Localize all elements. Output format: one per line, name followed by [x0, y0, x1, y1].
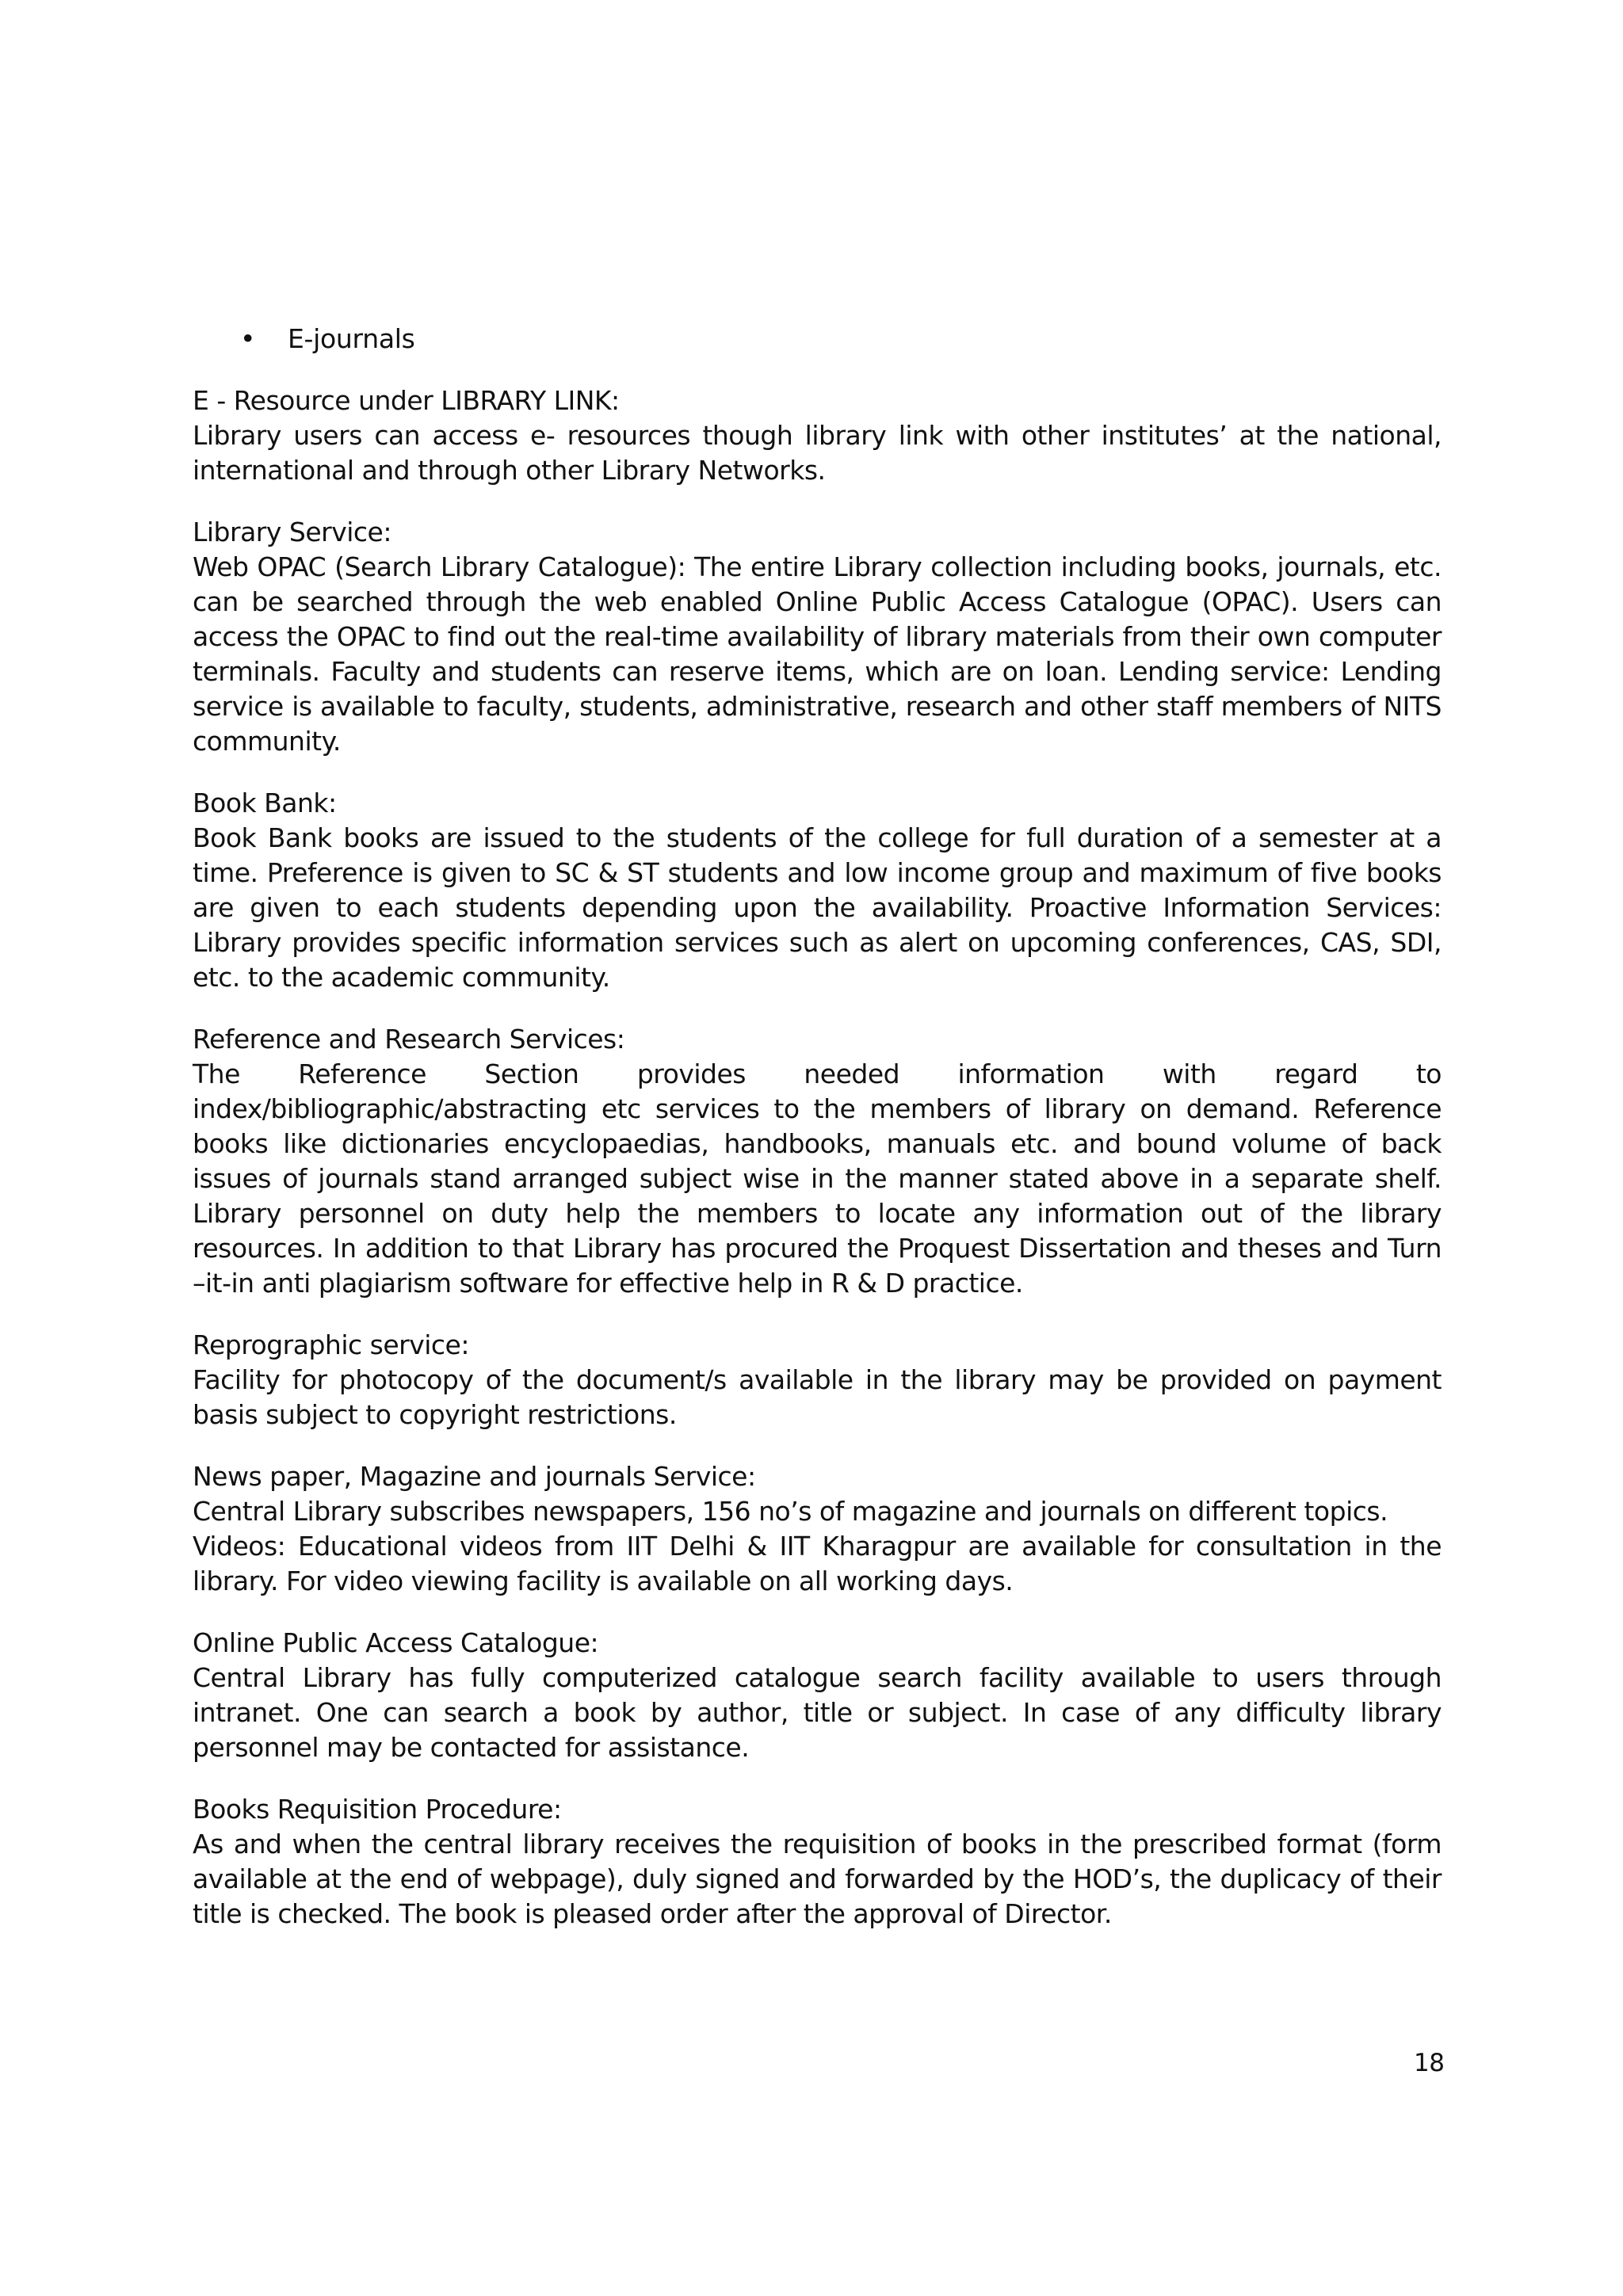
- page-number: 18: [1414, 2049, 1445, 2077]
- section-paragraph: Library users can access e- resources though library link with other institutes’ at the national, international and through other Library Networks.: [193, 420, 1442, 486]
- section-e-resource: [193, 383, 1442, 488]
- section-paragraph: Web OPAC (Search Library Catalogue): The entire Library collection including books, journals, etc. can be searched through the web enabled Online Public Access Catalogue (OPAC). Users can access the OPAC to find out the real-time availability of library materials from their own computer terminals. Faculty and students can reserve items, which are on loan. Lending service: Lending service is available to faculty, students, administrative, research and other staff members of NITS community.: [193, 551, 1442, 757]
- section-book-bank: [193, 786, 1442, 995]
- section-paragraph: The Reference Section provides needed information with regard to index/bibliographic/abstracting etc services to the members of library on demand. Reference books like dictionaries encyclopaedias, handbooks, manuals etc. and bound volume of back issues of journals stand arranged subject wise in the manner stated above in a separate shelf. Library personnel on duty help the members to locate any information out of the library resources. In addition to that Library has procured the Proquest Dissertation and theses and Turn –it-in anti plagiarism software for effective help in R & D practice.: [193, 1058, 1442, 1299]
- bullet-list: [193, 322, 1442, 357]
- section-paragraph: Central Library has fully computerized catalogue search facility available to users through intranet. One can search a book by author, title or subject. In case of any difficulty library personnel may be contacted for assistance.: [193, 1662, 1442, 1763]
- section-paragraph: Book Bank books are issued to the students of the college for full duration of a semester at a time. Preference is given to SC & ST students and low income group and maximum of five books are given to each students depending upon the availability. Proactive Information Services: Library provides specific information services such as alert on upcoming conferences, CAS, SDI, etc. to the academic community.: [193, 822, 1442, 993]
- section-library-service: [193, 515, 1442, 759]
- bullet-icon: •: [240, 323, 256, 354]
- section-opac: [193, 1626, 1442, 1765]
- section-paragraph: Facility for photocopy of the document/s available in the library may be provided on payment basis subject to copyright restrictions.: [193, 1364, 1442, 1430]
- list-item-text: E-journals: [288, 323, 415, 354]
- section-heading: Reprographic service:: [193, 1329, 469, 1360]
- section-reprographic: [193, 1328, 1442, 1432]
- section-heading: Book Bank:: [193, 788, 337, 818]
- section-heading: Online Public Access Catalogue:: [193, 1627, 599, 1658]
- section-books-requisition: [193, 1792, 1442, 1932]
- section-reference-research: [193, 1022, 1442, 1301]
- section-heading: Reference and Research Services:: [193, 1024, 625, 1055]
- document-body: [193, 322, 1442, 1932]
- section-paragraph: Videos: Educational videos from IIT Delhi & IIT Kharagpur are available for consultation in the library. For video viewing facility is available on all working days.: [193, 1531, 1442, 1596]
- section-heading: News paper, Magazine and journals Service:: [193, 1461, 756, 1492]
- list-item: [193, 322, 1442, 357]
- section-heading: Books Requisition Procedure:: [193, 1794, 562, 1825]
- section-heading: Library Service:: [193, 517, 391, 547]
- section-paragraph: Central Library subscribes newspapers, 156 no’s of magazine and journals on different topics.: [193, 1496, 1388, 1527]
- section-paragraph: As and when the central library receives the requisition of books in the prescribed format (form available at the end of webpage), duly signed and forwarded by the HOD’s, the duplicacy of their title is checked. The book is pleased order after the approval of Director.: [193, 1829, 1442, 1929]
- section-heading: E - Resource under LIBRARY LINK:: [193, 385, 620, 416]
- section-newspaper-magazine: [193, 1459, 1442, 1599]
